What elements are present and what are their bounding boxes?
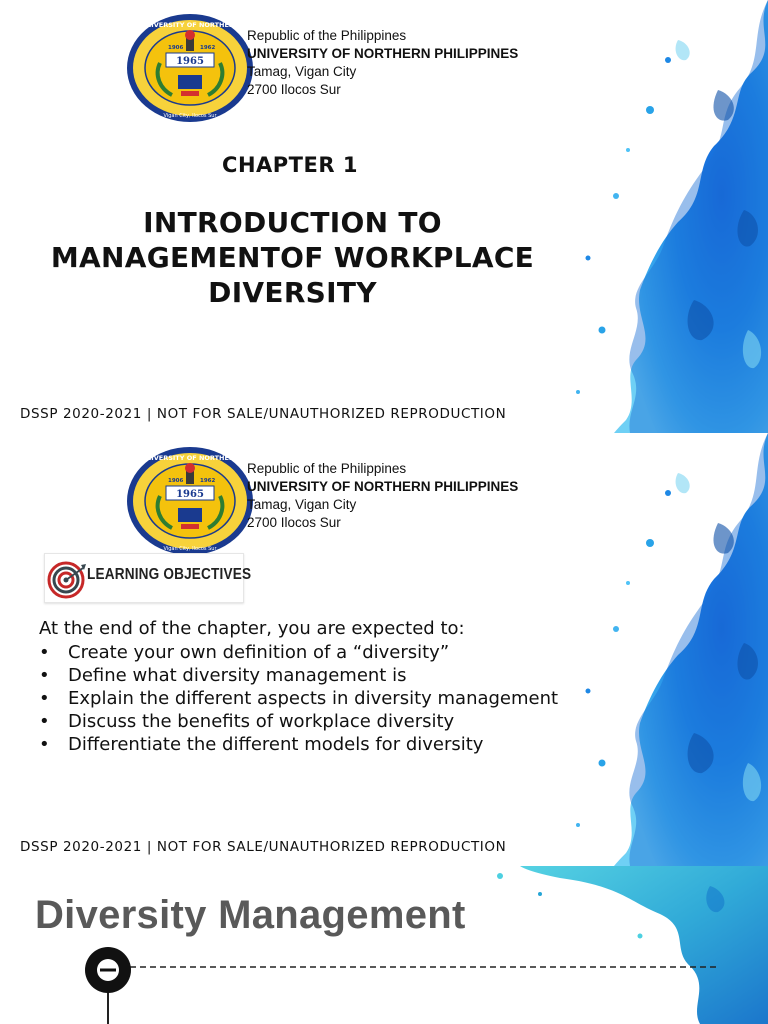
- university-seal-logo: [126, 446, 254, 556]
- list-item: • Differentiate the different models for diversity: [39, 734, 484, 755]
- list-item: • Discuss the benefits of workplace diversity: [39, 711, 455, 732]
- section-title: Diversity Management: [35, 893, 466, 937]
- slide-diversity-management: [0, 866, 768, 1024]
- list-item: • Create your own definition of a “diversity”: [39, 642, 450, 663]
- copyright-footer: DSSP 2020-2021 | NOT FOR SALE/UNAUTHORIZED REPRODUCTION: [20, 406, 507, 422]
- svg-text:1962: 1962: [200, 45, 216, 51]
- city-line: Tamag, Vigan City: [247, 64, 357, 79]
- chapter-label: CHAPTER 1: [222, 153, 358, 177]
- slide-title-text: [20, 205, 565, 310]
- list-item: • Define what diversity management is: [39, 665, 407, 686]
- svg-text:1965: 1965: [176, 56, 204, 67]
- svg-text:1965: 1965: [176, 489, 204, 500]
- svg-text:1906: 1906: [168, 478, 184, 484]
- svg-text:Vigan City, Ilocos Sur: Vigan City, Ilocos Sur: [163, 546, 217, 552]
- svg-text:Vigan City, Ilocos Sur: Vigan City, Ilocos Sur: [163, 113, 217, 119]
- bullet: •: [39, 665, 50, 686]
- title-line-2: MANAGEMENTOF WORKPLACE: [50, 241, 535, 274]
- bullet: •: [39, 688, 50, 709]
- bullet: •: [39, 734, 50, 755]
- city-line: Tamag, Vigan City: [247, 497, 357, 512]
- learning-objectives-label: LEARNING OBJECTIVES: [87, 566, 252, 583]
- institution-header: [247, 460, 518, 532]
- svg-text:1906: 1906: [168, 45, 184, 51]
- university-seal-logo: [126, 13, 254, 123]
- objectives-list: [39, 641, 558, 756]
- title-line-3: DIVERSITY: [208, 276, 377, 309]
- bullet: •: [39, 711, 50, 732]
- title-line-1: INTRODUCTION TO: [143, 206, 442, 239]
- learning-objectives-badge: [44, 553, 252, 603]
- institution-header: [247, 27, 518, 99]
- republic-line: Republic of the Philippines: [247, 28, 407, 43]
- slide-objectives: [0, 433, 768, 866]
- university-name: UNIVERSITY OF NORTHERN PHILIPPINES: [247, 46, 519, 61]
- bullet: •: [39, 642, 50, 663]
- slide-title: [0, 0, 768, 433]
- province-line: 2700 Ilocos Sur: [247, 515, 341, 530]
- list-item: • Explain the different aspects in diversity management: [39, 688, 559, 709]
- copyright-footer: DSSP 2020-2021 | NOT FOR SALE/UNAUTHORIZED REPRODUCTION: [20, 839, 507, 855]
- svg-text:UNIVERSITY OF NORTHERN: UNIVERSITY OF NORTHERN: [140, 21, 240, 29]
- target-icon: [47, 554, 87, 602]
- timeline: [80, 946, 730, 1024]
- province-line: 2700 Ilocos Sur: [247, 82, 341, 97]
- svg-text:UNIVERSITY OF NORTHERN: UNIVERSITY OF NORTHERN: [140, 454, 240, 462]
- timeline-node-icon: [85, 947, 131, 993]
- university-name: UNIVERSITY OF NORTHERN PHILIPPINES: [247, 479, 519, 494]
- svg-text:1962: 1962: [200, 478, 216, 484]
- republic-line: Republic of the Philippines: [247, 461, 407, 476]
- objectives-intro: At the end of the chapter, you are expected to:: [39, 618, 465, 639]
